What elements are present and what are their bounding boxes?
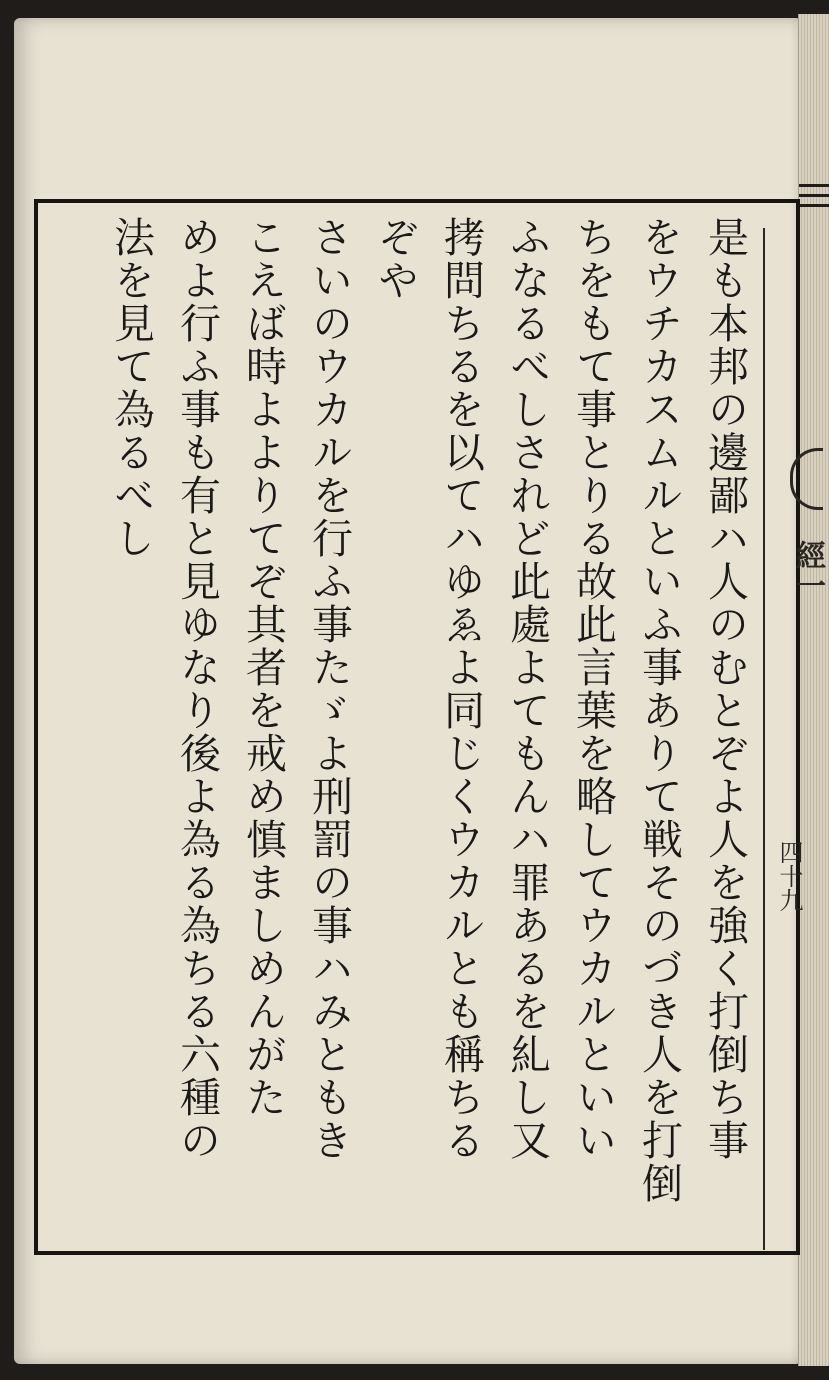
vertical-text-block — [58, 216, 758, 1236]
text-column: ぞや — [371, 216, 419, 302]
text-column: こえば時よよりてぞ其者を戒め慎ましめんがた — [239, 216, 287, 1119]
text-column: めよ行ふ事も有と見ゆなり後よ為る為ちる六種の — [173, 216, 221, 1162]
edge-mark — [799, 194, 829, 197]
edge-mark — [799, 204, 829, 207]
margin-book-title: 經一 — [790, 540, 825, 600]
page-edges — [798, 14, 829, 1366]
text-column: 是も本邦の邊鄙ハ人のむとぞよ人を強く打倒ち事 — [701, 216, 749, 1162]
edge-mark — [799, 184, 829, 187]
column-rule — [763, 228, 765, 1250]
text-column: 法を見て為るべし — [107, 216, 155, 560]
text-column: さいのウカルを行ふ事たゞよ刑罰の事ハみともき — [305, 216, 353, 1162]
text-column: 拷問ちるを以てハゆゑよ同じくウカルとも稱ちる — [437, 216, 485, 1162]
text-column: ふなるべしされど此處よてもんハ罪あるを糺し又 — [503, 216, 551, 1162]
page-number: 四十九 — [775, 840, 803, 912]
text-column: ちをもて事とりる故此言葉を略してウカルといい — [569, 216, 617, 1162]
text-column: をウチカスムルといふ事ありて戦そのづき人を打倒 — [635, 216, 683, 1205]
